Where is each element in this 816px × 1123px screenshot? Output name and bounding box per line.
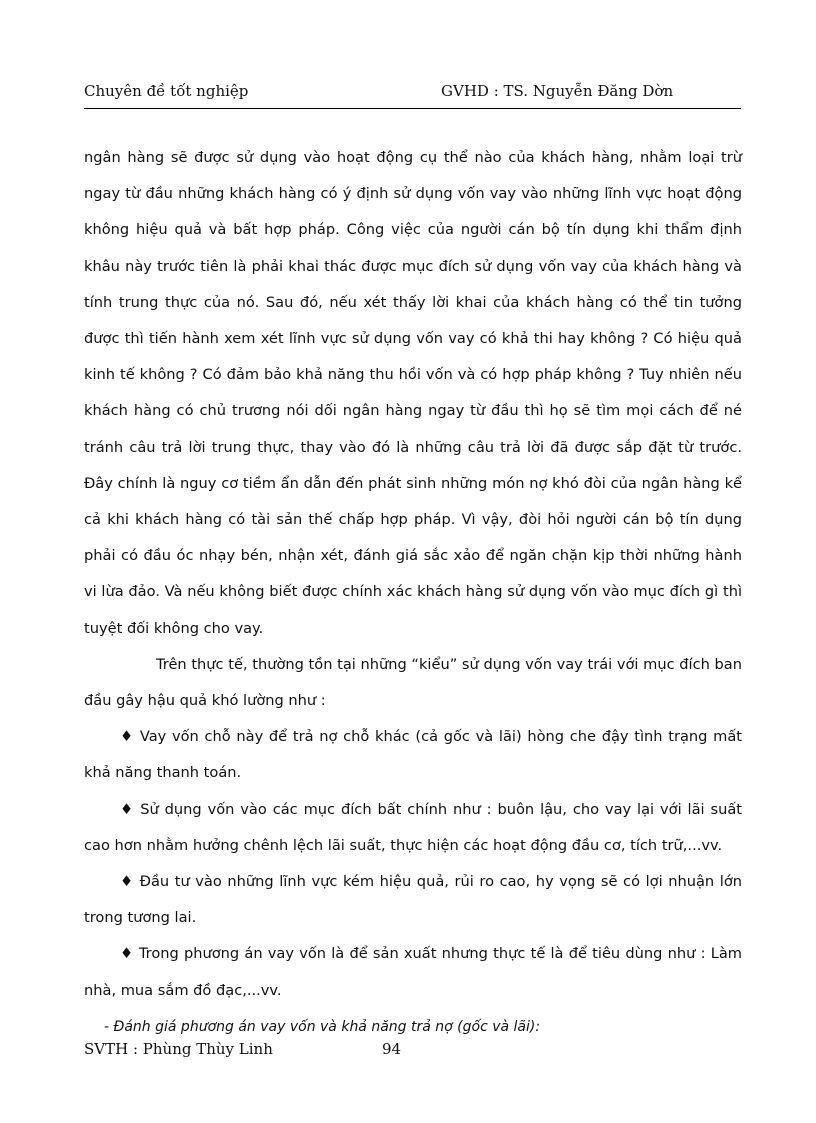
header-left-title: Chuyên đề tốt nghiệp bbox=[84, 82, 249, 100]
page-footer bbox=[84, 1040, 484, 1058]
bullet-item: ♦ Trong phương án vay vốn là để sản xuất nhưng thực tế là để tiêu dùng như : Làm nhà, mua sắm đồ đạc,...vv. bbox=[84, 945, 742, 999]
paragraph-misuse-intro: Trên thực tế, thường tồn tại những “kiểu” sử dụng vốn vay trái với mục đích ban đầu gây hậu quả khó lường như : bbox=[84, 655, 742, 710]
bullet-item: ♦ Đầu tư vào những lĩnh vực kém hiệu quả, rủi ro cao, hy vọng sẽ có lợi nhuận lớn trong tương lai. bbox=[84, 873, 742, 927]
section-subheading: - Đánh giá phương án vay vốn và khả năng trả nợ (gốc và lãi): bbox=[104, 1018, 541, 1035]
page-header bbox=[84, 82, 741, 109]
header-supervisor: GVHD : TS. Nguyễn Đăng Dờn bbox=[441, 82, 674, 100]
bullet-item: ♦ Vay vốn chỗ này để trả nợ chỗ khác (cả gốc và lãi) hòng che đậy tình trạng mất khả năng thanh toán. bbox=[84, 728, 742, 782]
footer-author: SVTH : Phùng Thùy Linh bbox=[84, 1040, 273, 1058]
page-body bbox=[84, 140, 742, 1045]
paragraph-appraisal-purpose: ngân hàng sẽ được sử dụng vào hoạt động cụ thể nào của khách hàng, nhằm loại trừ ngay từ đầu những khách hàng có ý định sử dụng vốn vay vào những lĩnh vực hoạt động không hiệu quả và bất hợp pháp. Công việc của người cán bộ tín dụng khi thẩm định khâu này trước tiên là phải khai thác được mục đích sử dụng vốn vay của khách hàng và tính trung thực của nó. Sau đó, nếu xét thấy lời khai của khách hàng có thể tin tưởng được thì tiến hành xem xét lĩnh vực sử dụng vốn vay có khả thi hay không ? Có hiệu quả kinh tế không ? Có đảm bảo khả năng thu hồi vốn và có hợp pháp không ? Tuy nhiên nếu khách hàng có chủ trương nói dối ngân hàng ngay từ đầu thì họ sẽ tìm mọi cách để né tránh câu trả lời trung thực, thay vào đó là những câu trả lời đã được sắp đặt từ trước. Đây chính là nguy cơ tiềm ẩn dẫn đến phát sinh những món nợ khó đòi của ngân hàng kể cả khi khách hàng có tài sản thế chấp hợp pháp. Vì vậy, đòi hỏi người cán bộ tín dụng phải có đầu óc nhạy bén, nhận xét, đánh giá sắc xảo để ngăn chặn kịp thời những hành vi lừa đảo. Và nếu không biết được chính xác khách hàng sử dụng vốn vào mục đích gì thì tuyệt đối không cho vay. bbox=[84, 149, 742, 637]
bullet-item: ♦ Sử dụng vốn vào các mục đích bất chính như : buôn lậu, cho vay lại với lãi suất cao hơn nhằm hưởng chênh lệch lãi suất, thực hiện các hoạt động đầu cơ, tích trữ,...vv. bbox=[84, 800, 742, 854]
page-number: 94 bbox=[382, 1040, 402, 1058]
